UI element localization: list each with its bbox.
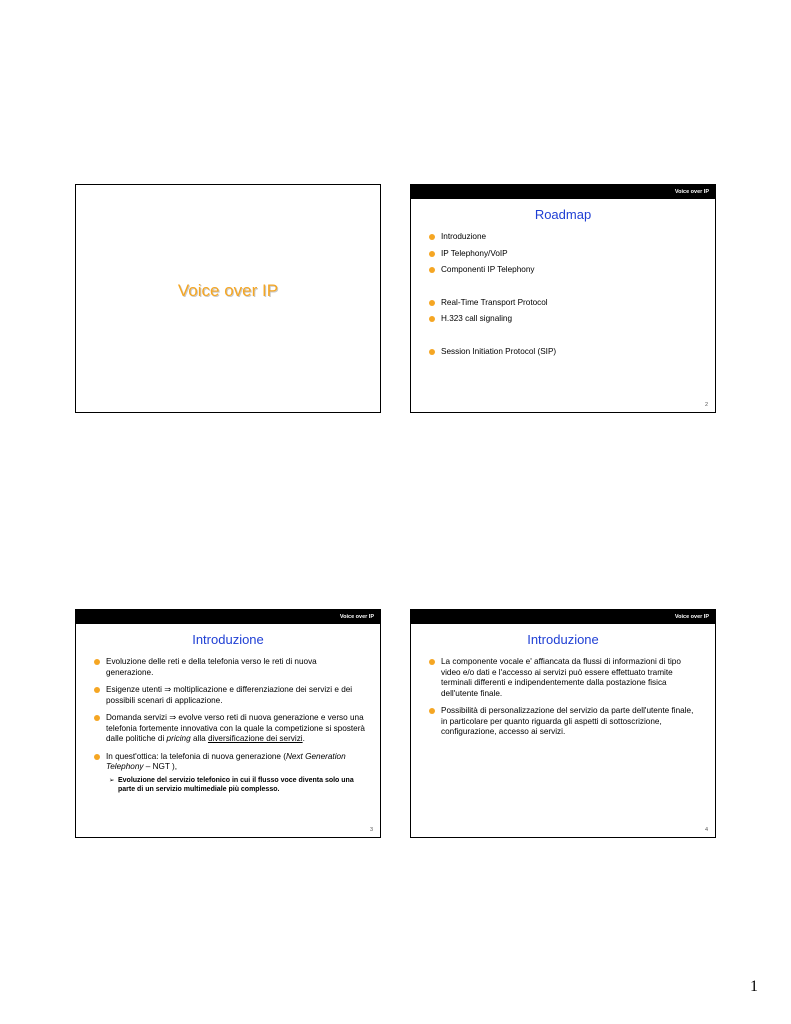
slide-header-bar: Voice over IP [76, 610, 380, 624]
list-item: H.323 call signaling [429, 314, 701, 325]
list-item: In quest'ottica: la telefonia di nuova generazione (Next Generation Telephony – NGT ), ➢ Evoluzione del servizio telefonico in cui il flusso voce diventa solo una parte di un servizio multimediale più complesso. [94, 752, 366, 794]
slide-2 [410, 184, 716, 413]
sub-list-item: ➢ Evoluzione del servizio telefonico in cui il flusso voce diventa solo una parte di un servizio multimediale più complesso. [109, 776, 354, 793]
bullet-dot-icon [94, 687, 100, 693]
slide-number: 3 [369, 827, 373, 833]
slide-4-title: Introduzione [527, 632, 599, 647]
list-item: Componenti IP Telephony [429, 265, 701, 276]
slide-header-bar: Voice over IP [411, 610, 715, 624]
list-item: Introduzione [429, 232, 701, 243]
bullet-list [429, 657, 701, 745]
bullet-dot-icon [94, 715, 100, 721]
list-item: Esigenze utenti ⇒ moltiplicazione e differenziazione dei servizi e dei possibili scenari di applicazione. [94, 685, 366, 706]
list-item: Real-Time Transport Protocol [429, 298, 701, 309]
bullet-dot-icon [429, 251, 435, 257]
page-number: 1 [750, 978, 758, 995]
slide-2-title: Roadmap [534, 207, 592, 222]
slide-number: 2 [704, 402, 708, 408]
bullet-dot-icon [429, 659, 435, 665]
slide-3-title: Introduzione [192, 632, 264, 647]
list-item: Domanda servizi ⇒ evolve verso reti di nuova generazione e verso una telefonia fortemente innovativa con la quale la competizione si sposterà dalle politiche di pricing alla diversificazione dei servizi. [94, 713, 366, 745]
list-item: La componente vocale e' affiancata da flussi di informazioni di tipo video e/o dati e l'accesso ai servizi può essere effettuato tramite terminali differenti e indipendentemente dalla postazione fisica dell'utente finale. [429, 657, 701, 699]
bullet-dot-icon [94, 754, 100, 760]
list-item: IP Telephony/VoIP [429, 249, 701, 260]
slide-number: 4 [704, 827, 708, 833]
list-item: Session Initiation Protocol (SIP) [429, 347, 701, 358]
arrow-bullet-icon: ➢ [109, 776, 115, 784]
bullet-list [94, 657, 366, 801]
slide-4 [410, 609, 716, 838]
bullet-dot-icon [429, 300, 435, 306]
roadmap-list [429, 232, 701, 363]
implies-arrow-icon: ⇒ [169, 713, 177, 722]
bullet-dot-icon [94, 659, 100, 665]
slide-1-title: Voice over IP [177, 281, 279, 300]
bullet-dot-icon [429, 316, 435, 322]
list-item: Possibilità di personalizzazione del servizio da parte dell'utente finale, in particolare per quanto riguarda gli aspetti di sottoscrizione, configurazione, accesso ai servizi. [429, 706, 701, 738]
bullet-dot-icon [429, 267, 435, 273]
list-item: Evoluzione delle reti e della telefonia verso le reti di nuova generazione. [94, 657, 366, 678]
bullet-dot-icon [429, 234, 435, 240]
bullet-dot-icon [429, 349, 435, 355]
slide-3 [75, 609, 381, 838]
slide-header-bar: Voice over IP [411, 185, 715, 199]
slide-1 [75, 184, 381, 413]
implies-arrow-icon: ⇒ [164, 685, 172, 694]
bullet-dot-icon [429, 708, 435, 714]
